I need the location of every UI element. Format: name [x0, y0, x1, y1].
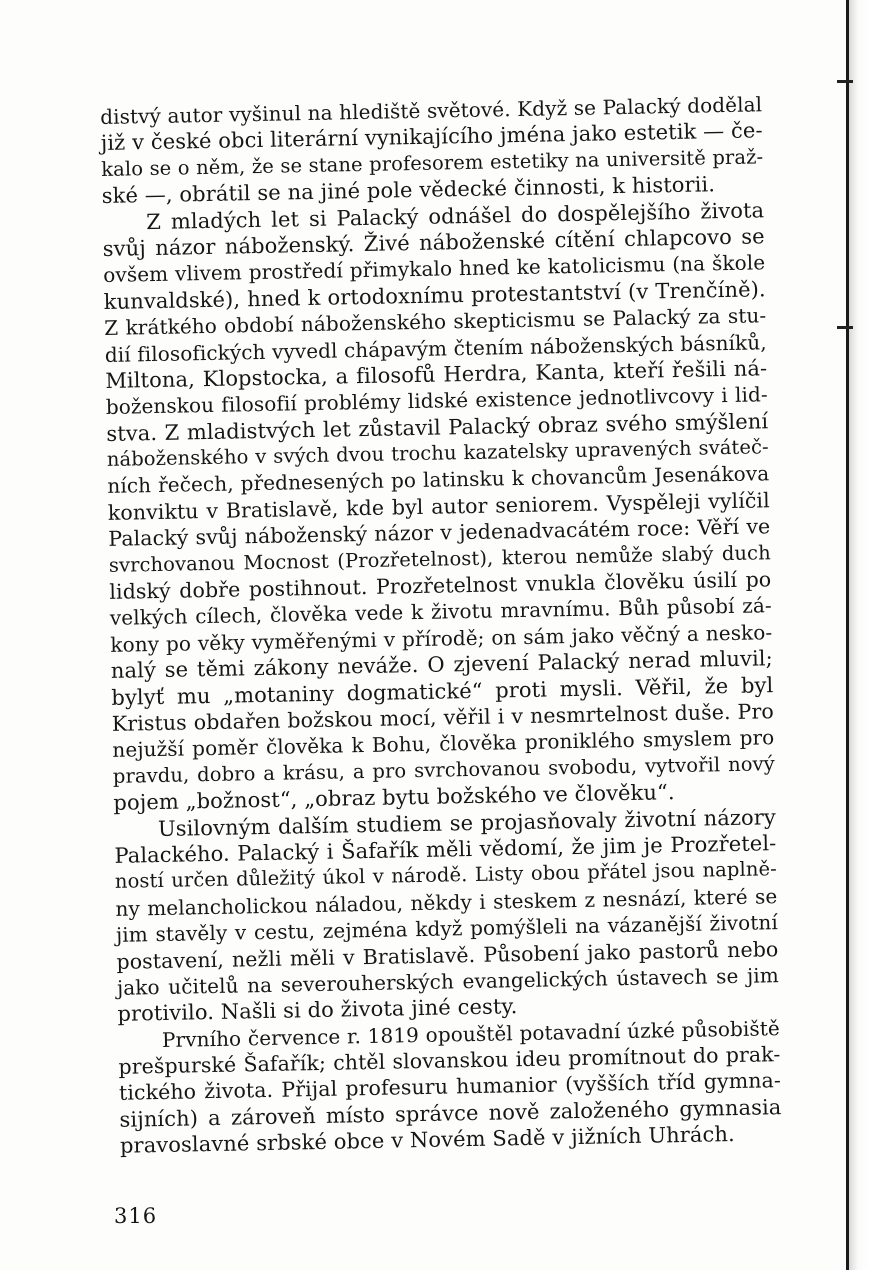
text-line: Kristus obdařen božskou mocí, věřil i v nesmrtelnost duše. Pro: [111, 699, 775, 736]
text-line: distvý autor vyšinul na hlediště světové. Když se Palacký dodělal: [100, 92, 763, 129]
text-line: boženskou filosofií problémy lidské existence jednotlivcovy i lid-: [105, 382, 768, 420]
text-line: ností určen důležitý úkol v národě. Listy obou přátel jsou naplně-: [114, 857, 778, 894]
text-line: pojem „božnost“, „obraz bytu božského ve člověku“.: [113, 780, 675, 816]
page-gutter: [849, 0, 871, 1270]
text-line: kunvaldské), hned k ortodoxnímu protestantství (v Trenčíně).: [103, 276, 766, 314]
page-number: 316: [114, 1204, 158, 1228]
binding-edge: [846, 0, 849, 1270]
edge-mark: [837, 80, 853, 83]
body-text: [100, 91, 782, 1159]
text-line: velkých cílech, člověka vede k životu mravnímu. Bůh působí zá-: [109, 593, 772, 631]
text-line: dií filosofických vyvedl chápavým čtením náboženských básníků,: [104, 329, 767, 367]
text-line: pravoslavné srbské obce v Novém Sadě v jižních Uhrách.: [119, 1122, 736, 1159]
text-line: svůj názor náboženský. Živé náboženské cítění chlapcovo se: [102, 224, 765, 261]
text-line: kalo se o něm, že se stane profesorem estetiky na universitě praž-: [101, 145, 764, 181]
text-line: konviktu v Bratislavě, kde byl autor seniorem. Vyspěleji vylíčil: [107, 488, 770, 525]
text-line: ovšem vlivem prostředí přimykalo hned ke katolicismu (na škole: [103, 250, 766, 288]
text-line: kony po věky vyměřenými v přírodě; on sám jako věčný a nesko-: [110, 620, 773, 657]
text-line: Palackého. Palacký i Šafařík měli vědomí, že jim je Prozřetel-: [114, 831, 777, 868]
paragraph: [102, 197, 776, 817]
text-line: prešpurské Šafařík; chtěl slovanskou ideu promítnout do prak-: [118, 1042, 781, 1079]
text-line: nejužší poměr člověka k Bohu, člověka proniklého smyslem pro: [112, 725, 775, 763]
text-line: Palacký svůj náboženský názor v jedenadvacátém roce: Věří ve: [108, 514, 771, 552]
text-line: pravdu, dobro a krásu, a pro svrchovanou svobodu, vytvořil nový: [112, 751, 776, 788]
text-line: tického života. Přijal profesuru humanior (vyšších tříd gymna-: [118, 1068, 782, 1106]
text-line: náboženského v svých dvou trochu kazatelsky upravených sváteč-: [106, 435, 769, 472]
text-line: Miltona, Klopstocka, a filosofů Herdra, Kanta, kteří řešili ná-: [105, 356, 768, 393]
paragraph: [100, 91, 764, 209]
paragraph: [118, 1015, 782, 1160]
text-line: Z krátkého období náboženského skepticismu se Palacký za stu-: [104, 303, 767, 341]
text-line: ních řečech, přednesených po latinsku k chovancům Jesenákova: [107, 461, 770, 499]
text-line: lidský dobře postihnout. Prozřetelnost vnukla člověku úsilí po: [109, 567, 772, 604]
text-line: Z mladých let si Palacký odnášel do dospělejšího života: [146, 197, 765, 234]
text-line: stva. Z mladistvých let zůstavil Palacký obraz svého smýšlení: [106, 408, 769, 446]
text-line: Usilovným dalším studiem se projasňovaly životní názory: [157, 804, 777, 841]
text-line: svrchovanou Mocnost (Prozřetelnost), kterou nemůže slabý duch: [108, 540, 771, 577]
text-line: protivilo. Našli si do života jiné cesty.: [117, 994, 518, 1027]
text-line: Prvního července r. 1819 opouštěl potavadní úzké působiště: [161, 1015, 781, 1052]
text-line: jako učitelů na severouherských evangelických ústavech se jim: [116, 963, 780, 1000]
text-line: bylyť mu „motaniny dogmatické“ proti mysli. Věřil, že byl: [111, 672, 774, 710]
text-line: již v české obci literární vynikajícího jména jako estetik — če-: [100, 118, 763, 156]
edge-mark: [837, 326, 853, 329]
text-line: nalý se těmi zákony neváže. O zjevení Palacký nerad mluvil;: [110, 646, 773, 684]
text-line: postavení, nežli měli v Bratislavě. Působení jako pastorů nebo: [116, 936, 779, 974]
text-line: ny melancholickou náladou, někdy i steskem z nesnází, které se: [115, 883, 778, 921]
text-line: ské —, obrátil se na jiné pole vědecké činnosti, k historii.: [101, 172, 716, 209]
paragraph: [114, 804, 780, 1028]
text-line: sijních) a zároveň místo správce nově založeného gymnasia: [119, 1094, 782, 1132]
text-line: jim stavěly v cestu, zejména když pomýšleli na vázanější životní: [115, 910, 779, 947]
